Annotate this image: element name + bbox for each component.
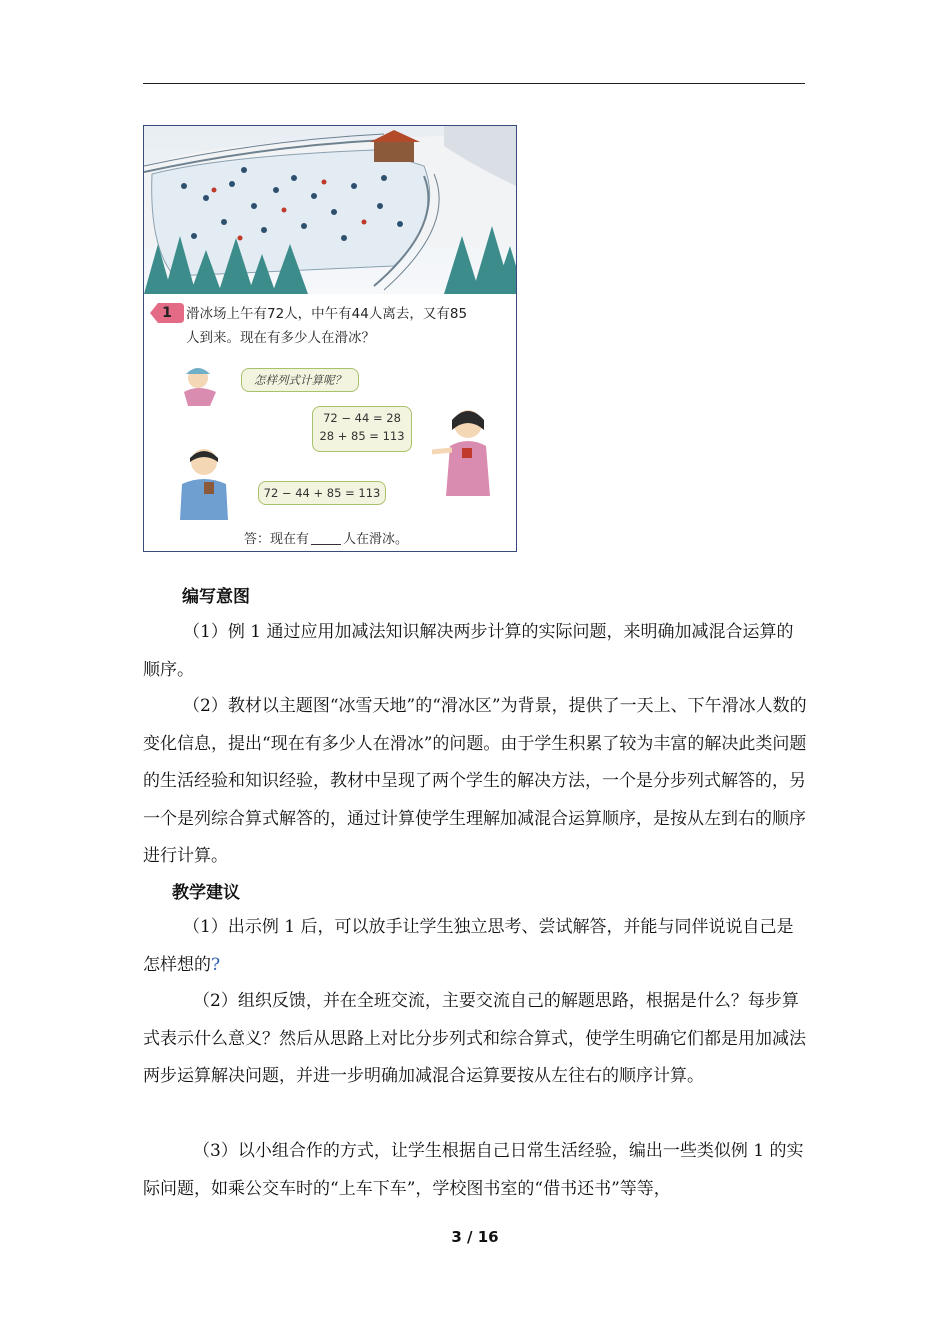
boy-figure [174,444,234,520]
section-heading-writing-intent: 编写意图 [182,587,250,607]
question-line-2: 人到来。现在有多少人在滑冰？ [186,330,375,346]
answer-line [244,528,408,547]
girl-figure [428,400,498,500]
step-1: 72 − 44 = 28 [323,411,401,425]
header-rule [143,83,805,84]
step-calculation-bubble [312,406,412,452]
question-number: 1 [162,305,172,321]
step-2: 28 + 85 = 113 [319,429,405,443]
intent-paragraph-1: （1）例 1 通过应用加减法知识解决两步计算的实际问题，来明确加减混合运算的顺序。 [143,622,794,680]
question-text [186,302,516,350]
answer-prefix: 答：现在有 [244,532,310,547]
suggestion-paragraph-3: （3）以小组合作的方式，让学生根据自己日常生活经验，编出一些类似例 1 的实际问题，如乘公交车时的“上车下车”，学校图书室的“借书还书”等等， [143,1141,804,1199]
answer-blank [311,532,341,545]
question-bubble: 怎样列式计算呢？ [241,368,359,392]
ice-rink-scene [144,126,516,294]
question-number-badge [150,303,184,323]
combined-calculation-bubble: 72 − 44 + 85 = 113 [258,481,386,505]
suggestion-paragraph-1 [143,909,807,984]
question-line-1: 滑冰场上午有72人，中午有44人离去，又有85 [186,306,468,322]
flying-girl-figure [176,362,222,414]
suggestion-question-mark: ? [211,954,221,975]
page-number: 3 / 16 [451,1228,499,1246]
suggestion-paragraph-2: （2）组织反馈，并在全班交流，主要交流自己的解题思路，根据是什么？每步算式表示什么意义？然后从思路上对比分步列式和综合算式，使学生明确它们都是用加减法两步运算解决问题，并进一步明确加减混合运算要按从左往右的顺序计算。 [143,991,806,1086]
suggestion-paragraph-1-text: （1）出示例 1 后，可以放手让学生独立思考、尝试解答，并能与同伴说说自己是怎样想的 [143,917,794,975]
answer-suffix: 人在滑冰。 [343,532,409,547]
intent-paragraph-2: （2）教材以主题图“冰雪天地”的“滑冰区”为背景，提供了一天上、下午滑冰人数的变化信息，提出“现在有多少人在滑冰”的问题。由于学生积累了较为丰富的解决此类问题的生活经验和知识经验，教材中呈现了两个学生的解决方法，一个是分步列式解答的，另一个是列综合算式解答的，通过计算使学生理解加减混合运算顺序，是按从左到右的顺序进行计算。 [143,696,807,866]
section-heading-teaching-suggestions: 教学建议 [172,883,240,903]
textbook-illustration [143,125,517,552]
